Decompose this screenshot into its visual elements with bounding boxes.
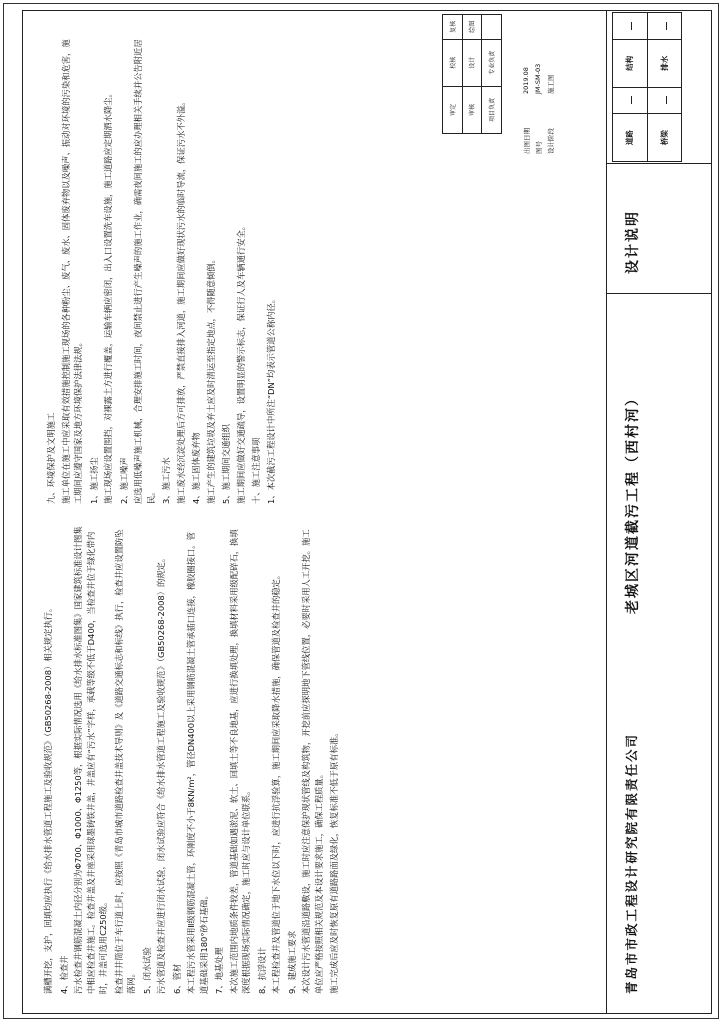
date-value: 2019.08 [522,67,530,94]
discipline-name: 排水 [647,39,682,87]
number-value: JM-SM-03 [534,63,542,94]
discipline-check [613,87,648,114]
paragraph: 污水管道及检查井应进行闭水试验，闭水试验应符合《给水排水管道工程施工及验收规范》（GB50268-2008）的规定。 [156,553,166,994]
company-name: 青岛市市政工程设计研究院有限责任公司 [624,732,639,994]
sign-label: 项目负责 [482,86,502,133]
paragraph: 本次设计污水管道沿道路敷设，施工时应注意保护现状管线及构筑物，开挖前应探明地下管线位置，必要时采用人工开挖。施工单位应严格按照相关规范及本设计要求施工，确保工程质量。 [301,529,324,994]
section-heading: 九、环境保护及文明施工 [46,412,56,504]
section-heading: 5、闭水试验 [141,947,152,994]
section-heading: 5、施工期间交通组织 [221,424,231,504]
stage-value: 施工图 [547,74,555,94]
paragraph: 施工完成后应及时恢复原有道路路面及绿化，恢复标准不低于原有标准。 [329,728,339,994]
discipline-check [647,13,682,40]
paragraph: 本工程检查井及管道位于地下水位以下时，应进行抗浮验算，施工期间应采取降水措施，确保管道及检查井的稳定。 [271,570,281,994]
section-heading: 1、施工扬尘 [88,457,99,504]
rotated-drawing [22,10,712,1014]
paragraph: 施工产生的建筑垃圾及弃土应及时清运至指定地点，不得随意倾倒。 [205,255,216,504]
section-heading: 4、施工固体废弃物 [191,432,201,504]
discipline-name: 结构 [613,39,648,87]
drawing-title: 设计说明 [625,210,641,274]
discipline-name: 道路 [613,114,648,162]
paragraph: 本次施工范围内地质条件较差，管道基础如遇淤泥、软土、回填土等不良地基，应进行换填处理，换填材料采用级配碎石，换填深度根据现场实际情况确定，施工时应与设计单位联系。 [228,529,251,994]
sign-label: 绘图 [462,15,482,40]
sign-label: 设计 [462,39,482,86]
paragraph: 污水检查井钢筋混凝土内径分别为Φ700、Φ1000、Φ1250等，根据实际情况选用《给水排水标准图集》国家建筑标准设计图集中相应检查井施工。检查井盖及井座采用球墨铸铁井盖，井盖应有“污水”字样，承载等级不低于D400，当检查井位于绿化带内时，井盖可选用C250级。 [73,526,108,994]
sign-label: 审定 [443,86,463,133]
section-heading: 2、施工噪声 [118,457,129,504]
section-heading: 9、建成施工要求 [286,930,297,994]
date-label: 出图日期 [523,128,531,154]
section-heading: 7、地基处理 [214,947,224,994]
paragraph: 满槽开挖，支护，回填均应执行《给水排水管道工程施工及验收规范》（GB50268-2008）相关规定执行。 [43,603,53,994]
right-column [42,34,597,504]
sign-label: 校核 [443,39,463,86]
sign-label: 专业负责 [482,39,502,86]
section-heading: 8、抗浮设计 [256,947,267,994]
paragraph: 施工现场应设置围挡，对裸露土方进行覆盖，运输车辆应密闭，出入口设置洗车设施，施工道路应定期洒水降尘。 [103,89,113,504]
number-label: 图号 [535,141,543,154]
paragraph: 本工程污水管采用Ⅱ级钢筋混凝土管，环刚度不小于8KN/m²，管径DN400以上采用钢筋混凝土管承插口连接，橡胶圈接口。管道基础采用180°砂石基础。 [186,532,209,994]
sign-label: 审核 [462,86,482,133]
stage-label: 设计阶段 [547,128,555,154]
section-heading: 6、管材 [171,963,182,994]
project-name: 老城区河道截污工程（西村河） [625,390,641,614]
paragraph: 施工单位在施工中应采取有效措施控制施工现场的各种粉尘、废气、废水、固体废弃物以及噪声、振动对环境的污染和危害，施工期间应遵守国家及地方环境保护法律法规。 [60,39,83,504]
paragraph: 检查井井筒位于车行道上时，应按照《青岛市城市道路检查井盖技术导则》及《道路交通标志和标线》执行，检查井应设置防坠落网。 [113,529,136,994]
section-heading: 4、检查井 [58,955,69,994]
paragraph: 应选用低噪声施工机械，合理安排施工时间，夜间禁止进行产生噪声的施工作业，确需夜间施工的应办理相关手续并公告附近居民。 [133,39,156,504]
sign-label: 复核 [443,15,463,40]
discipline-table [612,12,682,162]
paragraph: 施工期间应做好交通疏导，设置明显的警示标志，保证行人及车辆通行安全。 [235,221,246,504]
section-heading: 3、施工污水 [161,457,171,504]
paragraph: 施工废水经沉淀处理后方可排放，严禁直接排入河道，施工期间应做好现状污水的临时导流，保证污水不外溢。 [175,97,186,504]
paragraph: 1、本次截污工程设计中所注“DN”均表示管道公称内径。 [265,294,276,504]
discipline-name: 桥梁 [647,114,682,162]
discipline-check [613,13,648,40]
section-heading: 十、施工注意事项 [251,437,261,504]
left-column [42,524,597,994]
discipline-check [647,87,682,114]
